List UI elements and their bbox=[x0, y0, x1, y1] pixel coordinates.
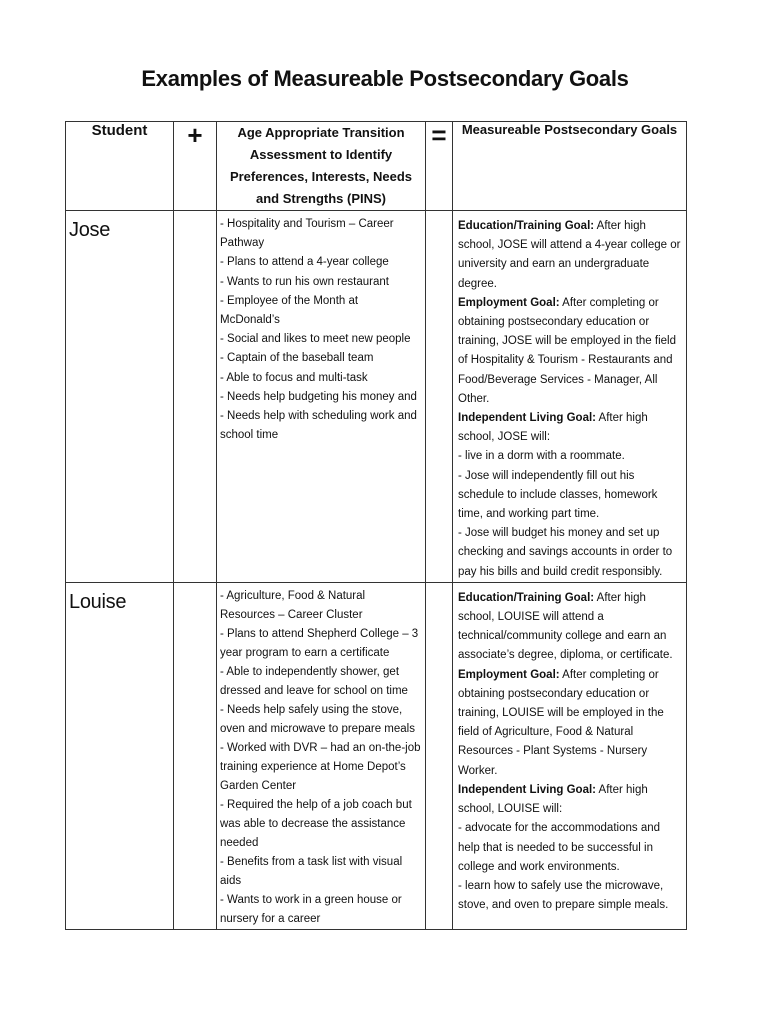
list-item: - Wants to work in a green house or nursery for a career bbox=[220, 893, 402, 925]
student-name: Louise bbox=[69, 590, 127, 613]
living-goal-item: - learn how to safely use the microwave, stove, and oven to prepare simple meals. bbox=[458, 879, 669, 912]
list-item: - Required the help of a job coach but was able to decrease the assistance needed bbox=[220, 798, 412, 849]
living-goal-item: - Jose will budget his money and set up checking and savings accounts in order to pay his bills and build credit responsibly. bbox=[458, 527, 673, 578]
employment-goal-text: After completing or obtaining postsecondary education or training, JOSE will be employed in the field of Hospitality & Tourism - Restaurants and Food/Beverage Services - Manager, All Other. bbox=[458, 296, 676, 405]
living-goal-item: - advocate for the accommodations and help that is needed to be successful in college and work environments. bbox=[458, 822, 661, 873]
pins-list bbox=[217, 211, 425, 445]
student-cell bbox=[66, 211, 174, 583]
list-item: - Hospitality and Tourism – Career Pathway bbox=[220, 218, 394, 250]
list-item: - Agriculture, Food & Natural Resources – Career Cluster bbox=[220, 589, 366, 621]
living-goal-item: - live in a dorm with a roommate. bbox=[458, 450, 625, 463]
list-item: - Needs help safely using the stove, oven and microwave to prepare meals bbox=[220, 703, 415, 735]
list-item: - Needs help with scheduling work and school time bbox=[220, 410, 417, 442]
pins-cell bbox=[217, 582, 426, 929]
list-item: - Needs help budgeting his money and bbox=[220, 390, 417, 403]
pins-cell bbox=[217, 211, 426, 583]
plus-cell bbox=[174, 582, 217, 929]
list-item: - Social and likes to meet new people bbox=[220, 333, 411, 346]
education-goal-label: Education/Training Goal: bbox=[458, 591, 595, 604]
employment-goal bbox=[458, 666, 682, 781]
equals-cell bbox=[426, 582, 453, 929]
table-row bbox=[66, 211, 687, 583]
living-goal-text: After high school, JOSE will: bbox=[458, 412, 648, 444]
table-header-row bbox=[66, 122, 687, 211]
goals-table bbox=[65, 121, 687, 930]
living-goal-item: - Jose will independently fill out his schedule to include classes, homework time, and working part time. bbox=[458, 469, 658, 521]
employment-goal-label: Employment Goal: bbox=[458, 296, 560, 309]
goals-block bbox=[453, 583, 686, 915]
education-goal bbox=[458, 217, 682, 294]
list-item: - Able to independently shower, get dressed and leave for school on time bbox=[220, 665, 408, 697]
education-goal bbox=[458, 589, 682, 666]
page-title: Examples of Measureable Postsecondary Goals bbox=[141, 66, 629, 91]
student-name: Jose bbox=[69, 219, 111, 241]
living-goal bbox=[458, 409, 682, 447]
list-item: - Benefits from a task list with visual aids bbox=[220, 855, 403, 887]
employment-goal bbox=[458, 294, 682, 409]
education-goal-text: After high school, LOUISE will attend a technical/community college and earn an associate’s degree, diploma, or certificate. bbox=[458, 591, 673, 662]
list-item: - Plans to attend a 4-year college bbox=[220, 256, 389, 269]
living-goal-label: Independent Living Goal: bbox=[458, 783, 596, 796]
assessment-column-header: Age Appropriate Transition Assessment to Identify Preferences, Interests, Needs and Strengths (PINS) bbox=[217, 122, 426, 211]
living-goal-label: Independent Living Goal: bbox=[458, 412, 596, 425]
education-goal-label: Education/Training Goal: bbox=[458, 220, 595, 232]
list-item: - Employee of the Month at McDonald’s bbox=[220, 294, 359, 327]
pins-list bbox=[217, 583, 425, 929]
table-row bbox=[66, 582, 687, 929]
student-column-header: Student bbox=[66, 122, 174, 211]
equals-sign: = bbox=[426, 122, 453, 211]
goals-block bbox=[453, 211, 686, 582]
living-goal bbox=[458, 781, 682, 819]
list-item: - Worked with DVR – had an on-the-job training experience at Home Depot’s Garden Center bbox=[220, 741, 421, 792]
list-item: - Captain of the baseball team bbox=[220, 352, 374, 365]
goals-column-header: Measureable Postsecondary Goals bbox=[453, 122, 687, 211]
list-item: - Able to focus and multi-task bbox=[220, 371, 368, 384]
education-goal-text: After high school, JOSE will attend a 4-year college or university and earn an undergraduate degree. bbox=[458, 220, 681, 290]
employment-goal-label: Employment Goal: bbox=[458, 668, 560, 681]
employment-goal-text: After completing or obtaining postsecondary education or training, LOUISE will be employed in the field of Agriculture, Food & Natural Resources - Plant Systems - Nursery Worker. bbox=[458, 668, 664, 777]
goals-cell bbox=[453, 211, 687, 583]
plus-sign: + bbox=[174, 122, 217, 211]
equals-cell bbox=[426, 211, 453, 583]
goals-cell bbox=[453, 582, 687, 929]
living-goal-text: After high school, LOUISE will: bbox=[458, 783, 648, 816]
list-item: - Wants to run his own restaurant bbox=[220, 275, 389, 288]
student-cell bbox=[66, 582, 174, 929]
list-item: - Plans to attend Shepherd College – 3 year program to earn a certificate bbox=[220, 627, 419, 659]
plus-cell bbox=[174, 211, 217, 583]
